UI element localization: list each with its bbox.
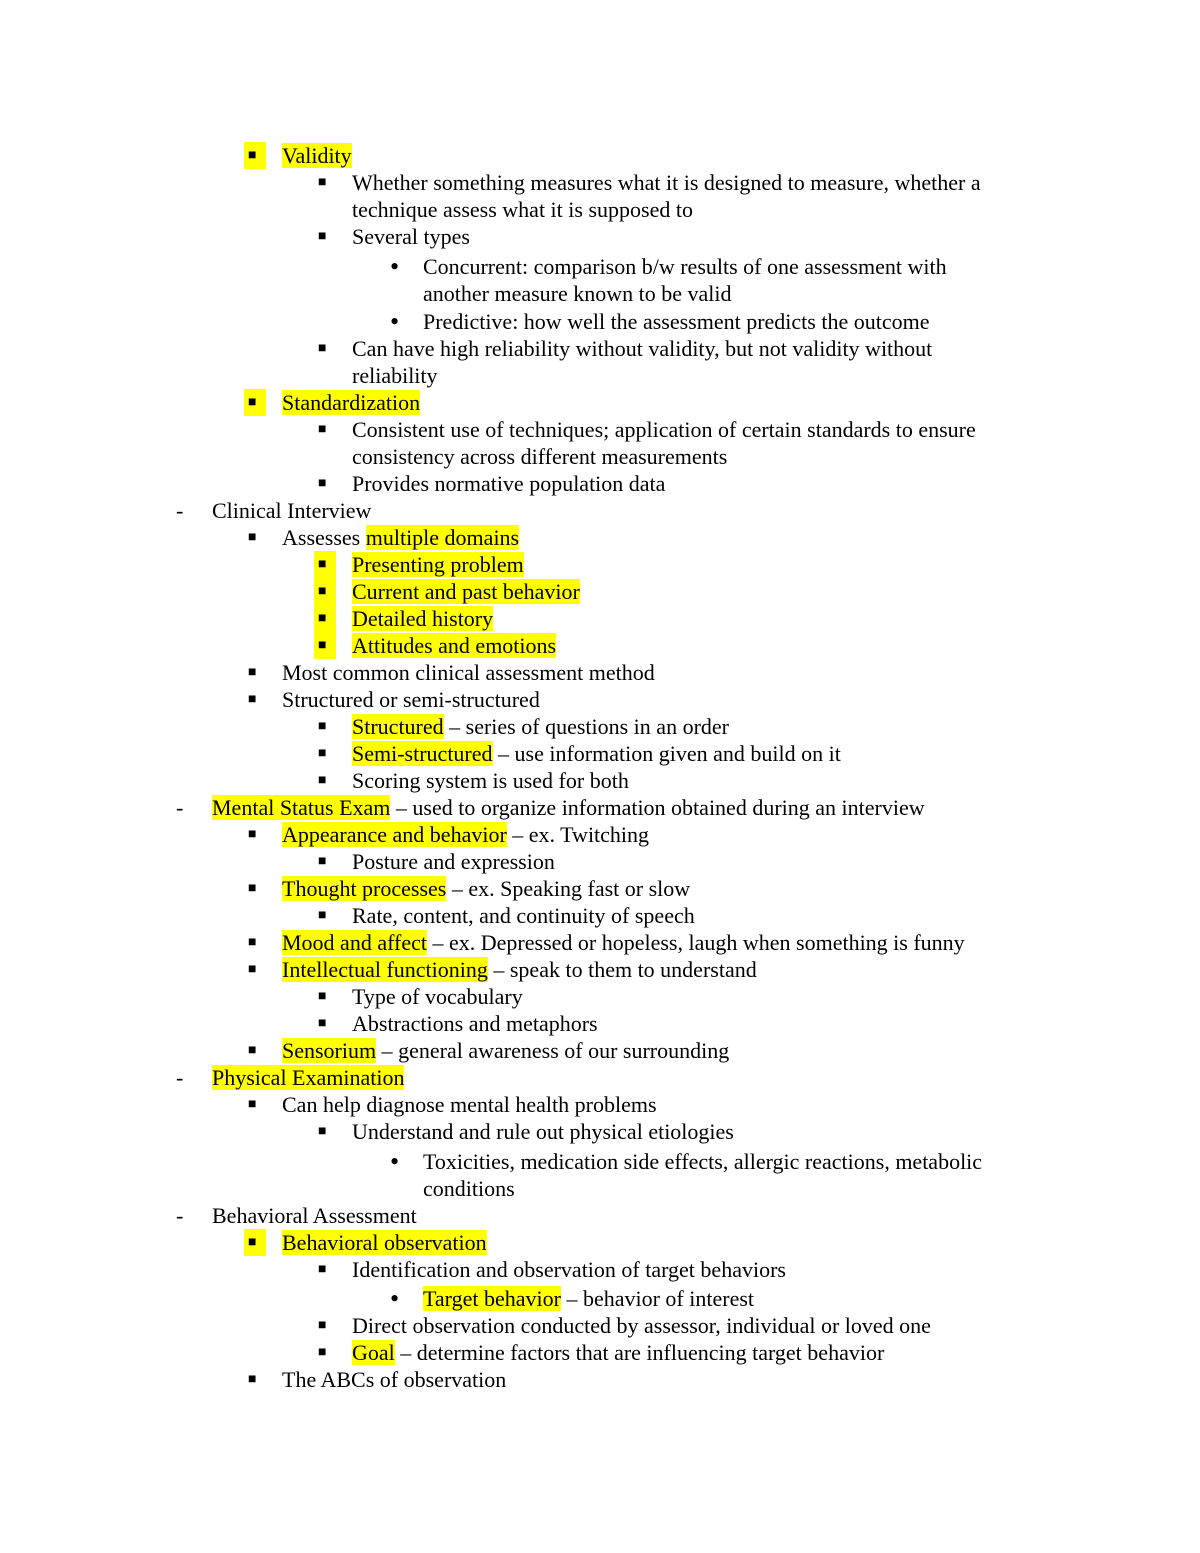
list-item: ■ Posture and expression [318, 849, 555, 874]
round-bullet-icon: • [390, 1284, 400, 1313]
list-item [176, 1064, 405, 1091]
square-bullet-icon: ■ [318, 1345, 327, 1360]
list-item [248, 142, 352, 169]
list-item: - Mental Status Exam – used to organize information obtained during an interview [176, 795, 925, 820]
list-item: ■ Rate, content, and continuity of speech [318, 903, 695, 928]
list-item: • Target behavior – behavior of interest [390, 1284, 755, 1313]
square-bullet-icon: ■ [248, 827, 257, 842]
heading-clinical-interview: Clinical Interview [212, 498, 372, 523]
list-item [248, 389, 421, 416]
square-bullet-icon: ■ [248, 881, 257, 896]
square-bullet-icon: ■ [318, 773, 327, 788]
list-item: ■ Sensorium – general awareness of our surrounding [248, 1038, 730, 1063]
list-item: ■ Structured – series of questions in an order [318, 714, 729, 739]
list-item: ■ Consistent use of techniques; application of certain standards to ensure [318, 417, 976, 442]
list-item: ■ Direct observation conducted by assessor, individual or loved one [318, 1313, 931, 1338]
list-item: • Toxicities, medication side effects, allergic reactions, metabolic [390, 1147, 983, 1176]
square-bullet-icon: ■ [314, 578, 336, 605]
list-item: ■ Type of vocabulary [318, 984, 523, 1009]
square-bullet-icon: ■ [244, 1229, 266, 1256]
square-bullet-icon: ■ [318, 341, 327, 356]
square-bullet-icon: ■ [248, 1372, 257, 1387]
list-item: ■ Most common clinical assessment method [248, 660, 655, 685]
square-bullet-icon: ■ [318, 854, 327, 869]
square-bullet-icon: ■ [314, 632, 336, 659]
dash-bullet-icon: - [176, 795, 184, 820]
list-item-continuation: technique assess what it is supposed to [352, 197, 693, 222]
list-item: ■ Current and past behavior [352, 578, 580, 605]
square-bullet-icon: ■ [318, 746, 327, 761]
round-bullet-icon: • [390, 1147, 400, 1176]
list-item-continuation: reliability [352, 363, 438, 388]
square-bullet-icon: ■ [244, 142, 266, 169]
list-item: ■ Several types [318, 224, 470, 249]
list-item: ■ Thought processes – ex. Speaking fast or slow [248, 876, 691, 901]
square-bullet-icon: ■ [314, 605, 336, 632]
list-item: ■ Understand and rule out physical etiologies [318, 1119, 734, 1144]
heading-physical-examination: Physical Examination [212, 1065, 405, 1090]
list-item-continuation: conditions [423, 1176, 515, 1201]
list-item: ■ Mood and affect – ex. Depressed or hopeless, laugh when something is funny [248, 930, 965, 955]
square-bullet-icon: ■ [318, 1262, 327, 1277]
list-item: ■ Goal – determine factors that are influencing target behavior [318, 1340, 885, 1365]
list-item: ■ Structured or semi-structured [248, 687, 540, 712]
list-item: ■ Attitudes and emotions [352, 632, 556, 659]
list-item: ■ The ABCs of observation [248, 1367, 507, 1392]
square-bullet-icon: ■ [248, 692, 257, 707]
list-item-continuation: another measure known to be valid [423, 281, 732, 306]
round-bullet-icon: • [390, 307, 400, 336]
list-item: ■ Abstractions and metaphors [318, 1011, 598, 1036]
square-bullet-icon: ■ [248, 665, 257, 680]
square-bullet-icon: ■ [318, 1124, 327, 1139]
square-bullet-icon: ■ [244, 389, 266, 416]
list-item: ■ Appearance and behavior – ex. Twitching [248, 822, 650, 847]
square-bullet-icon: ■ [314, 551, 336, 578]
list-item: ■ Can have high reliability without validity, but not validity without [318, 336, 933, 361]
square-bullet-icon: ■ [318, 229, 327, 244]
list-item: ■ Provides normative population data [318, 471, 666, 496]
list-item: • Concurrent: comparison b/w results of one assessment with [390, 252, 947, 281]
heading-mental-status-exam: Mental Status Exam [212, 795, 391, 820]
list-item: ■ Whether something measures what it is designed to measure, whether a [318, 170, 981, 195]
heading-standardization: Standardization [282, 390, 421, 415]
dash-bullet-icon: - [176, 1065, 184, 1090]
square-bullet-icon: ■ [318, 175, 327, 190]
square-bullet-icon: ■ [318, 989, 327, 1004]
list-item: ■ Semi-structured – use information given and build on it [318, 741, 841, 766]
list-item: ■ Can help diagnose mental health problems [248, 1092, 657, 1117]
square-bullet-icon: ■ [318, 422, 327, 437]
square-bullet-icon: ■ [318, 476, 327, 491]
list-item: • Predictive: how well the assessment predicts the outcome [390, 307, 930, 336]
list-item: ■ Behavioral observation [282, 1229, 487, 1256]
square-bullet-icon: ■ [248, 935, 257, 950]
list-item [176, 497, 372, 524]
dash-bullet-icon: - [176, 498, 184, 523]
dash-bullet-icon: - [176, 1203, 184, 1228]
heading-validity: Validity [282, 143, 352, 168]
square-bullet-icon: ■ [248, 1097, 257, 1112]
heading-behavioral-assessment: Behavioral Assessment [212, 1203, 417, 1228]
square-bullet-icon: ■ [248, 530, 257, 545]
square-bullet-icon: ■ [318, 1318, 327, 1333]
list-item: ■ Intellectual functioning – speak to them to understand [248, 957, 757, 982]
list-item [176, 1202, 417, 1229]
round-bullet-icon: • [390, 252, 400, 281]
square-bullet-icon: ■ [248, 1043, 257, 1058]
list-item: ■ Assesses multiple domains [248, 525, 520, 550]
list-item: ■ Presenting problem [352, 551, 524, 578]
square-bullet-icon: ■ [318, 719, 327, 734]
square-bullet-icon: ■ [318, 1016, 327, 1031]
list-item-continuation: consistency across different measurements [352, 444, 728, 469]
list-item: ■ Identification and observation of target behaviors [318, 1257, 786, 1282]
square-bullet-icon: ■ [318, 908, 327, 923]
list-item: ■ Scoring system is used for both [318, 768, 629, 793]
square-bullet-icon: ■ [248, 962, 257, 977]
list-item: ■ Detailed history [352, 605, 493, 632]
